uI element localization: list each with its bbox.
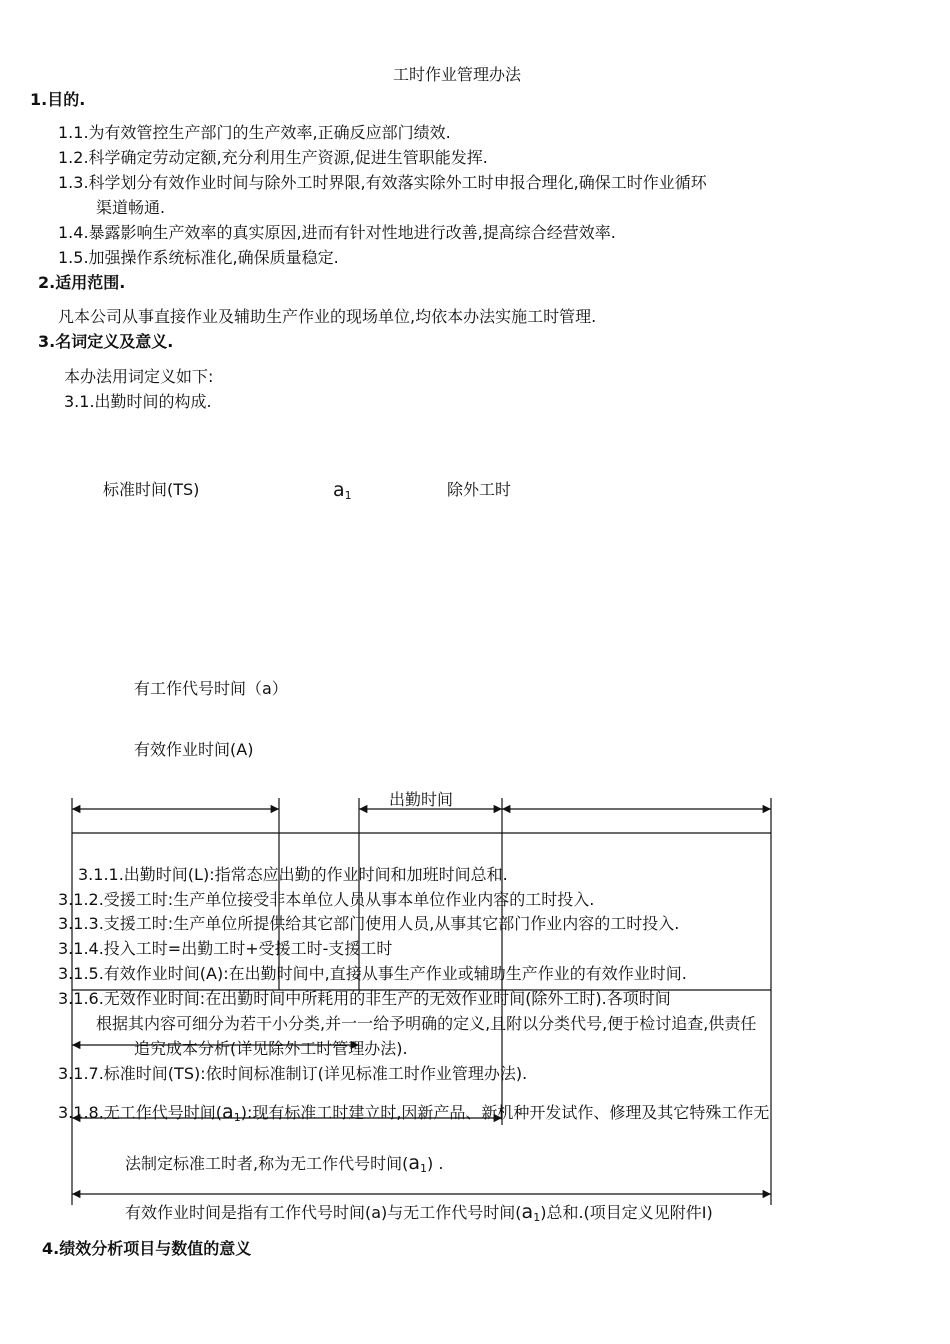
section-2-heading: 2.适用范围. <box>38 273 126 292</box>
definition-item: 3.1.5.有效作业时间(A):在出勤时间中,直接从事生产作业或辅助生产作业的有效作业时间. <box>58 964 687 983</box>
section-3-sub: 3.1.出勤时间的构成. <box>64 392 212 411</box>
list-item-continuation: 渠道畅通. <box>96 198 166 217</box>
diagram-label-effective-time: 有效作业时间(A) <box>134 740 254 759</box>
definition-item: 3.1.8.无工作代号时间$(a_1)$:现有标准工时建立时,因新产品、新机种开发试作、修理及其它特殊工作无 <box>58 1101 770 1124</box>
definition-continuation: 追究成本分析(详见除外工时管理办法). <box>134 1039 408 1058</box>
diagram-label-ts: 标准时间(TS) <box>103 480 200 499</box>
list-item: 1.4.暴露影响生产效率的真实原因,进而有针对性地进行改善,提高综合经营效率. <box>58 223 616 242</box>
section-1-heading: 1.目的. <box>30 90 86 109</box>
definition-item: 3.1.2.受援工时:生产单位接受非本单位人员从事本单位作业内容的工时投入. <box>58 890 595 909</box>
definition-item: 3.1.6.无效作业时间:在出勤时间中所耗用的非生产的无效作业时间(除外工时).各项时间 <box>58 989 671 1008</box>
diagram-label-excluded: 除外工时 <box>447 480 512 499</box>
effective-time-summary: 有效作业时间是指有工作代号时间(a)与无工作代号时间$(a_1)$总和.(项目定义见附件Ⅰ) <box>125 1201 713 1224</box>
definition-continuation: 根据其内容可细分为若干小分类,并一一给予明确的定义,且附以分类代号,便于检讨追查,供责任 <box>96 1014 757 1033</box>
definition-item: 3.1.3.支援工时:生产单位所提供给其它部门使用人员,从事其它部门作业内容的工时投入. <box>58 914 680 933</box>
definition-item: 3.1.4.投入工时=出勤工时+受援工时-支援工时 <box>58 939 393 958</box>
list-item: 1.1.为有效管控生产部门的生产效率,正确反应部门绩效. <box>58 123 451 142</box>
section-2-text: 凡本公司从事直接作业及辅助生产作业的现场单位,均依本办法实施工时管理. <box>58 307 597 326</box>
list-item: 1.2.科学确定劳动定额,充分利用生产资源,促进生管职能发挥. <box>58 148 488 167</box>
diagram-label-attendance: 出勤时间 <box>389 790 454 809</box>
definition-item: 3.1.7.标准时间(TS):依时间标准制订(详见标准工时作业管理办法). <box>58 1064 528 1083</box>
list-item: 1.3.科学划分有效作业时间与除外工时界限,有效落实除外工时申报合理化,确保工时作业循环 <box>58 173 707 192</box>
list-item: 1.5.加强操作系统标准化,确保质量稳定. <box>58 248 339 267</box>
definition-item: 3.1.1.出勤时间(L):指常态应出勤的作业时间和加班时间总和. <box>78 865 508 884</box>
section-4-heading: 4.绩效分析项目与数值的意义 <box>42 1239 252 1258</box>
section-3-heading: 3.名词定义及意义. <box>38 332 174 351</box>
page-title: 工时作业管理办法 <box>393 65 522 84</box>
diagram-label-a1: $a_1$ <box>333 479 352 502</box>
section-3-intro: 本办法用词定义如下: <box>64 367 214 386</box>
definition-continuation: 法制定标准工时者,称为无工作代号时间$(a_1)$ . <box>125 1152 444 1175</box>
diagram-label-coded-time: 有工作代号时间（a） <box>134 679 288 698</box>
